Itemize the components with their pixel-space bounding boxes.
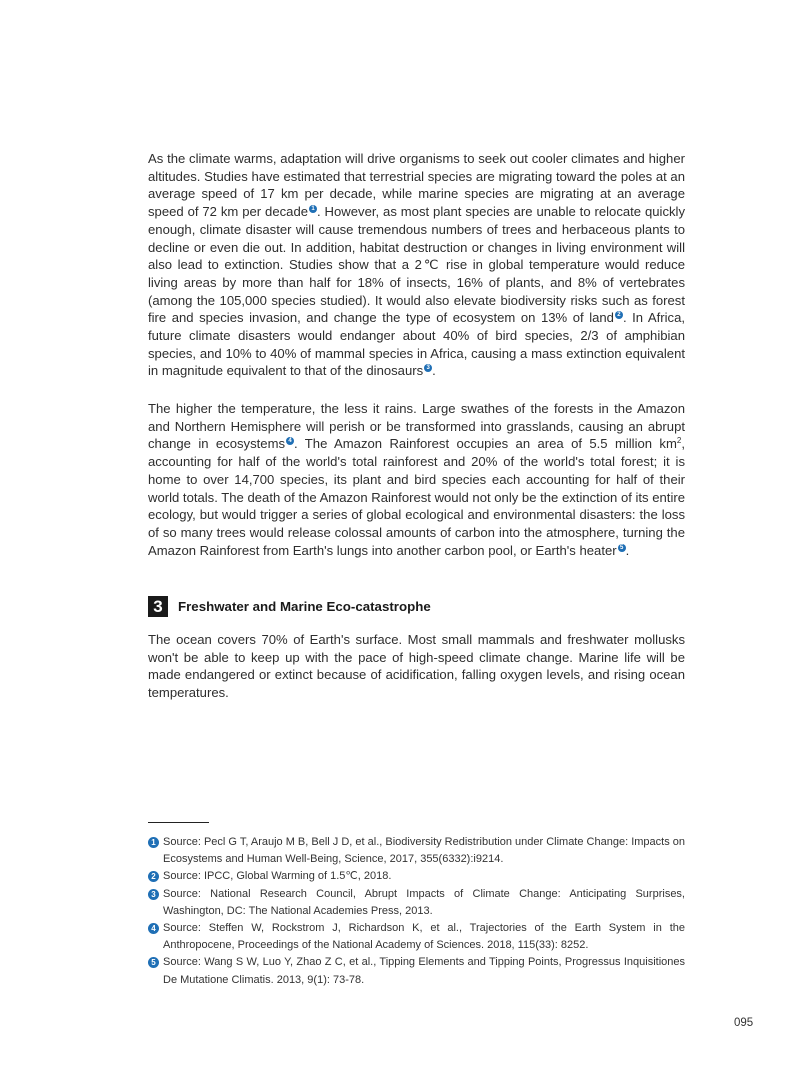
- footnote-ref-2[interactable]: 2: [615, 311, 623, 319]
- section-title: Freshwater and Marine Eco-catastrophe: [178, 599, 431, 614]
- footnote-item: [148, 920, 685, 954]
- section-heading: [148, 596, 431, 617]
- footnote-text: Source: Wang S W, Luo Y, Zhao Z C, et al., Tipping Elements and Tipping Points, Progressus Inquisitiones De Mutatione Climatis. 2013, 9(1): 73-78.: [163, 956, 685, 986]
- footnote-item: [148, 886, 685, 920]
- footnote-divider: [148, 822, 209, 823]
- footnote-marker-icon: 5: [148, 957, 159, 968]
- footnote-marker-icon: 2: [148, 871, 159, 882]
- page-number: 095: [734, 1017, 754, 1029]
- body-paragraph-1: As the climate warms, adaptation will drive organisms to seek out cooler climates and higher altitudes. Studies have estimated that terrestrial species are migrating toward the poles at an average speed of 17 km per decade, while marine species are migrating at an average speed of 72 km per decade $^1$ . However, as most plant species are unable to relocate quickly enough, climate disaster will cause tremendous numbers of trees and herbaceous plants to decline or even die out. In addition, habitat destruction or changes in living environment will also lead to extinction. Studies show that a 2℃ rise in global temperature would reduce living areas by more than half for 18% of insects, 16% of plants, and 8% of vertebrates (among the 105,000 species studied). It would also elevate biodiversity risks such as forest fire and species invasion, and change the type of ecosystem on 13% of land $^2$ . In Africa, future climate disasters would endanger about 40% of bird species, 2/3 of amphibian species, and 10% to 40% of mammal species in Africa, causing a mass extinction equivalent in magnitude equivalent to that of the dinosaurs $^3$ .: [148, 151, 686, 379]
- footnote-item: [148, 954, 685, 988]
- footnote-ref-3[interactable]: 3: [424, 364, 432, 372]
- footnote-item: [148, 834, 685, 868]
- section-number-box: 3: [148, 596, 168, 617]
- body-paragraph-3: The ocean covers 70% of Earth's surface. Most small mammals and freshwater mollusks won't be able to keep up with the pace of high-speed climate change. Marine life will be made endangered or extinct because of acidification, falling oxygen levels, and rising ocean temperatures.: [148, 632, 685, 701]
- footnotes-list: [148, 834, 685, 989]
- footnote-ref-4[interactable]: 4: [286, 437, 294, 445]
- body-paragraph-2: The higher the temperature, the less it rains. Large swathes of the forests in the Amazon and Northern Hemisphere will perish or be transformed into grasslands, causing an abrupt change in ecosystems $^4$ . The Amazon Rainforest occupies an area of 5.5 million $km^2$, accounting for half of the world's total rainforest and 20% of the world's total forest; it is home to over 14,700 species, its plant and bird species each accounting for half of their world totals. The death of the Amazon Rainforest would not only be the extinction of its entire ecology, but would trigger a series of global ecological and environmental disasters: the loss of so many trees would release colossal amounts of carbon into the atmosphere, turning the Amazon Rainforest from Earth's lungs into another carbon pool, or Earth's heater $^5$ .: [148, 401, 685, 558]
- footnote-ref-5[interactable]: 5: [618, 544, 626, 552]
- footnote-text: Source: Steffen W, Rockstrom J, Richardson K, et al., Trajectories of the Earth System in the Anthropocene, Proceedings of the National Academy of Sciences. 2018, 115(33): 8252.: [163, 922, 685, 952]
- footnote-marker-icon: 1: [148, 837, 159, 848]
- footnote-item: [148, 868, 685, 885]
- footnote-text: Source: National Research Council, Abrupt Impacts of Climate Change: Anticipating Surprises, Washington, DC: The National Academies Press, 2013.: [163, 887, 685, 917]
- footnote-ref-1[interactable]: 1: [309, 205, 317, 213]
- footnote-text: Source: IPCC, Global Warming of 1.5℃, 2018.: [163, 870, 392, 883]
- superscript-squared: 2: [676, 436, 682, 446]
- footnote-marker-icon: 3: [148, 889, 159, 900]
- footnote-marker-icon: 4: [148, 923, 159, 934]
- footnote-text: Source: Pecl G T, Araujo M B, Bell J D, et al., Biodiversity Redistribution under Climate Change: Impacts on Ecosystems and Human Well-Being, Science, 2017, 355(6332):i9214.: [163, 836, 685, 866]
